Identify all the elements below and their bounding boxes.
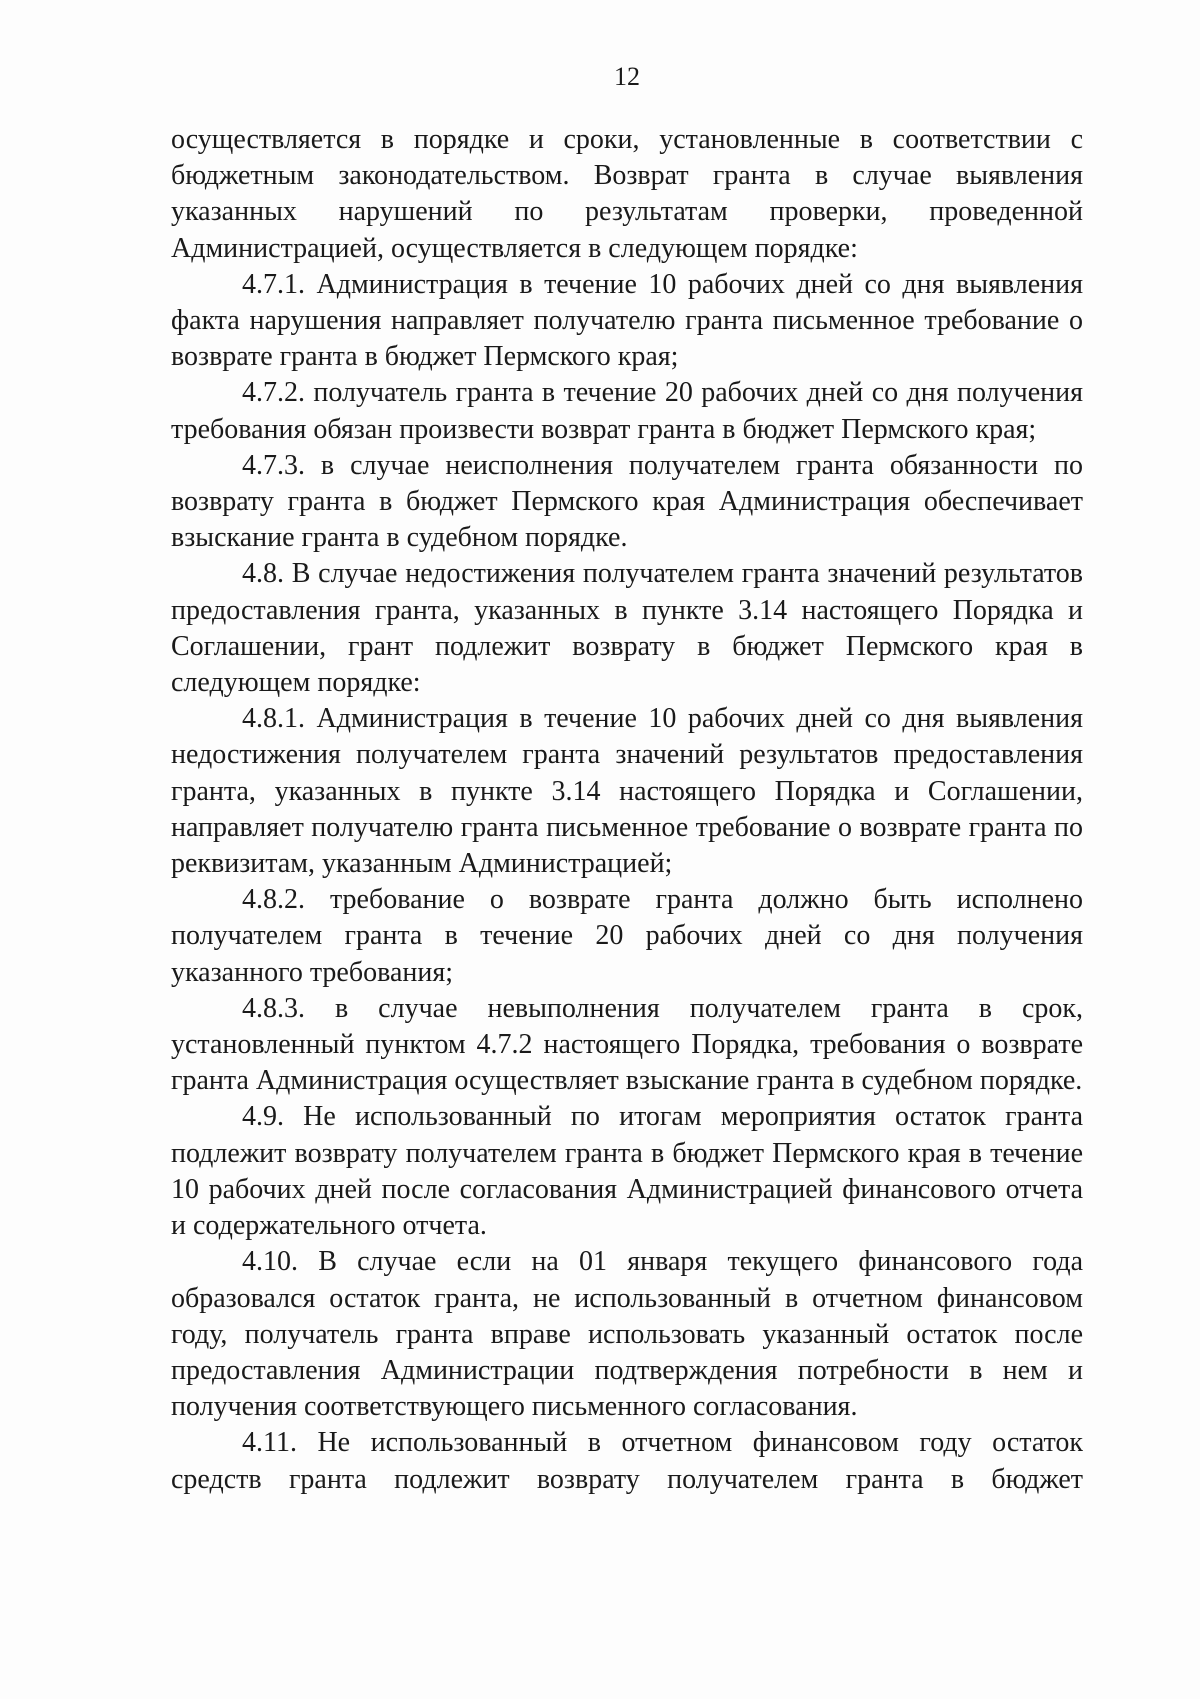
page-number: 12 [614, 62, 640, 91]
paragraph-4-9: 4.9. Не использованный по итогам мероприятия остаток гранта подлежит возврату получателем гранта в бюджет Пермского края в течение 10 рабочих дней после согласования Администрацией финансового отчета и содержательного отчета. [171, 1101, 1083, 1242]
paragraph-4-8-2: 4.8.2. требование о возврате гранта должно быть исполнено получателем гранта в течение 20 рабочих дней со дня получения указанного требования; [171, 884, 1083, 988]
paragraph-4-8: 4.8. В случае недостижения получателем гранта значений результатов предоставления гранта, указанных в пункте 3.14 настоящего Порядка и Соглашении, грант подлежит возврату в бюджет Пермского края в следующем порядке: [171, 558, 1083, 699]
paragraph-4-7-2: 4.7.2. получатель гранта в течение 20 рабочих дней со дня получения требования обязан произвести возврат гранта в бюджет Пермского края; [171, 377, 1083, 445]
paragraph-4-7-3: 4.7.3. в случае неисполнения получателем гранта обязанности по возврату гранта в бюджет Пермского края Администрация обеспечивает взыскание гранта в судебном порядке. [171, 449, 1083, 554]
paragraph-4-8-1: 4.8.1. Администрация в течение 10 рабочих дней со дня выявления недостижения получателем гранта значений результатов предоставления гранта, указанных в пункте 3.14 настоящего Порядка и Соглашении, направляет получателю гранта письменное требование о возврате гранта по реквизитам, указанным Администрацией; [171, 703, 1083, 880]
paragraph-4-8-3: 4.8.3. в случае невыполнения получателем гранта в срок, установленный пунктом 4.7.2 настоящего Порядка, требования о возврате гранта Администрация осуществляет взыскание гранта в судебном порядке. [171, 992, 1083, 1097]
document-body [171, 122, 1083, 1498]
paragraph-4-10: 4.10. В случае если на 01 января текущего финансового года образовался остаток гранта, не использованный в отчетном финансовом году, получатель гранта вправе использовать указанный остаток после предоставления Администрации подтверждения потребности в нем и получения соответствующего письменного согласования. [171, 1246, 1083, 1423]
paragraph-4-11: 4.11. Не использованный в отчетном финансовом году остаток средств гранта подлежит возврату получателем гранта в бюджет [171, 1427, 1083, 1495]
paragraph-4-7-1: 4.7.1. Администрация в течение 10 рабочих дней со дня выявления факта нарушения направляет получателю гранта письменное требование о возврате гранта в бюджет Пермского края; [171, 268, 1083, 373]
paragraph-continuation: осуществляется в порядке и сроки, установленные в соответствии с бюджетным законодательством. Возврат гранта в случае выявления указанных нарушений по результатам проверки, проведенной Администрацией, осуществляется в следующем порядке: [171, 124, 1083, 264]
